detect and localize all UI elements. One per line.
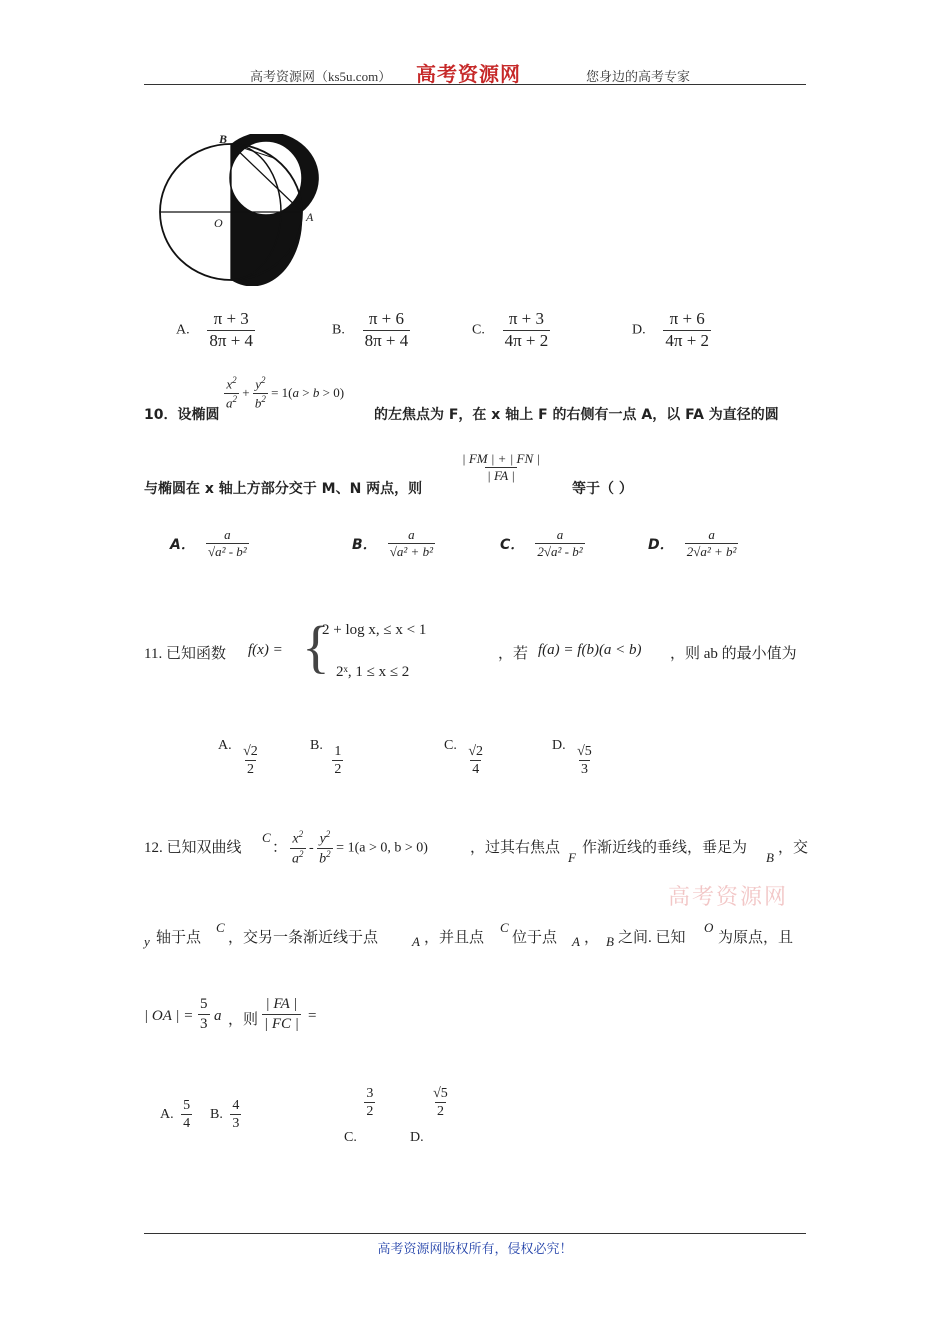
q11-fx: f(x) = [248,642,283,658]
ellipse-circle-diagram [156,134,326,286]
q11-piece2: 2ˣ, 1 ≤ x ≤ 2 [336,664,410,680]
q11-cond: f(a) = f(b)(a < b) [538,642,642,658]
q12-hyperbola-eq: $\frac{x^2}{a^2}$ - $\frac{y^2}{b^2}$ = 1(a > 0, b > 0) [292,829,428,867]
q11-lead: 11. 已知函数 [144,646,226,662]
watermark: 高考资源网 [668,885,789,910]
q12-line2: y 轴于点 C ，交另一条渐近线于点 A ，并且点 C 位于点 A ， B 之间. 已知 O 为原点，且 [144,920,794,949]
q12-options [160,1080,480,1145]
page-footer: 高考资源网版权所有，侵权必究！ [377,1241,573,1256]
q10-option-d[interactable]: D． $\frac{a}{\text{2√a² + b²}}$ [648,527,737,560]
header-logo: 高考资源网 [416,62,521,86]
header-rule [144,84,806,85]
q12-option-c[interactable]: C. $\frac{3}{2}$ [344,1086,374,1145]
q10-line1 [144,376,814,424]
q12-c: C [262,830,271,845]
q9-option-d[interactable]: D. $\frac{\pi + 6}{4\pi + 2}$ [632,309,710,350]
q10-line2 [144,450,814,498]
q10-ellipse-eq: $\frac{x^2}{a^2}$ + $\frac{y^2}{b^2}$ = 1(a > b > 0) [226,375,345,410]
q11-option-a[interactable]: A. $\frac{√2}{2}$ [218,738,258,778]
q10-ratio-frac: | FM | + | FN | | FA | [462,451,540,484]
q10-option-a[interactable]: A． $\frac{a}{\text{√a² - b²}}$ [170,527,247,560]
figure-label-o: O [214,216,223,230]
q12-oa-frac: 5 3 [200,996,208,1032]
q12-line1 [144,828,814,884]
header-left: 高考资源网（ks5u.com） [250,69,392,84]
q11-option-d[interactable]: D. $\frac{√5}{3}$ [552,738,592,778]
q12-end1: ，交 [778,840,809,856]
q12-mid: ，过其右焦点 [470,840,561,856]
q9-figure [156,134,326,286]
figure-label-b: B [219,132,228,146]
q11-option-b[interactable]: B. $\frac{1}{2}$ [310,738,342,778]
q9-option-c[interactable]: C. $\frac{\pi + 3}{4\pi + 2}$ [472,309,549,350]
q12-b: B [766,850,774,865]
q9-option-a[interactable]: A. $\frac{\pi + 3}{8\pi + 4}$ [176,309,254,350]
q11-piece1: 2 + log x, ≤ x < 1 [322,622,427,638]
q10-option-b[interactable]: B． $\frac{a}{\text{√a² + b²}}$ [352,527,433,560]
figure-label-a: A [306,210,314,224]
q9-option-d-frac: $\frac{\pi + 6}{4\pi + 2}$ [665,309,710,350]
q12-option-a[interactable]: A. $\frac{5}{4}$ [160,1098,191,1132]
q12-line3: | OA | = 5 3 a ，则 | FA | | FC | = [144,996,317,1032]
q11-mid: ，若 [498,646,529,662]
q12-mid2: 作渐近线的垂线，垂足为 [582,840,748,856]
q10-lead: 10．设椭圆 [144,407,220,423]
q11-tail: ，则 ab 的最小值为 [670,646,797,662]
footer-rule [144,1233,806,1234]
q9-options [176,310,736,362]
header-right: 您身边的高考专家 [586,69,691,84]
q11-brace: { [302,614,330,679]
q9-option-b-frac: $\frac{\pi + 6}{8\pi + 4}$ [364,309,409,350]
q10-mid: 的左焦点为 F，在 x 轴上 F 的右侧有一点 A，以 FA 为直径的圆 [374,407,779,423]
q9-option-a-frac: $\frac{\pi + 3}{8\pi + 4}$ [209,309,254,350]
q12-ratio-frac: | FA | | FC | [264,996,299,1032]
q11-line [144,616,814,690]
q9-option-b[interactable]: B. $\frac{\pi + 6}{8\pi + 4}$ [332,309,409,350]
q11-options [218,738,618,790]
q12-colon: ： [272,840,288,856]
q10-options [170,528,770,576]
q10-line2-text: 与椭圆在 x 轴上方部分交于 M、N 两点，则 [144,481,423,497]
q11-option-c[interactable]: C. $\frac{√2}{4}$ [444,738,484,778]
q12-f: F [568,850,576,865]
q12-option-d[interactable]: D. $\frac{√5}{2}$ [410,1086,448,1145]
q12-lead: 12. 已知双曲线 [144,840,242,856]
page-header [0,62,950,90]
q10-option-c[interactable]: C． $\frac{a}{\text{2√a² - b²}}$ [500,527,583,560]
q10-tail: 等于（ ） [572,481,633,497]
q12-option-b[interactable]: B. $\frac{4}{3}$ [210,1098,240,1132]
q9-option-c-frac: $\frac{\pi + 3}{4\pi + 2}$ [504,309,549,350]
